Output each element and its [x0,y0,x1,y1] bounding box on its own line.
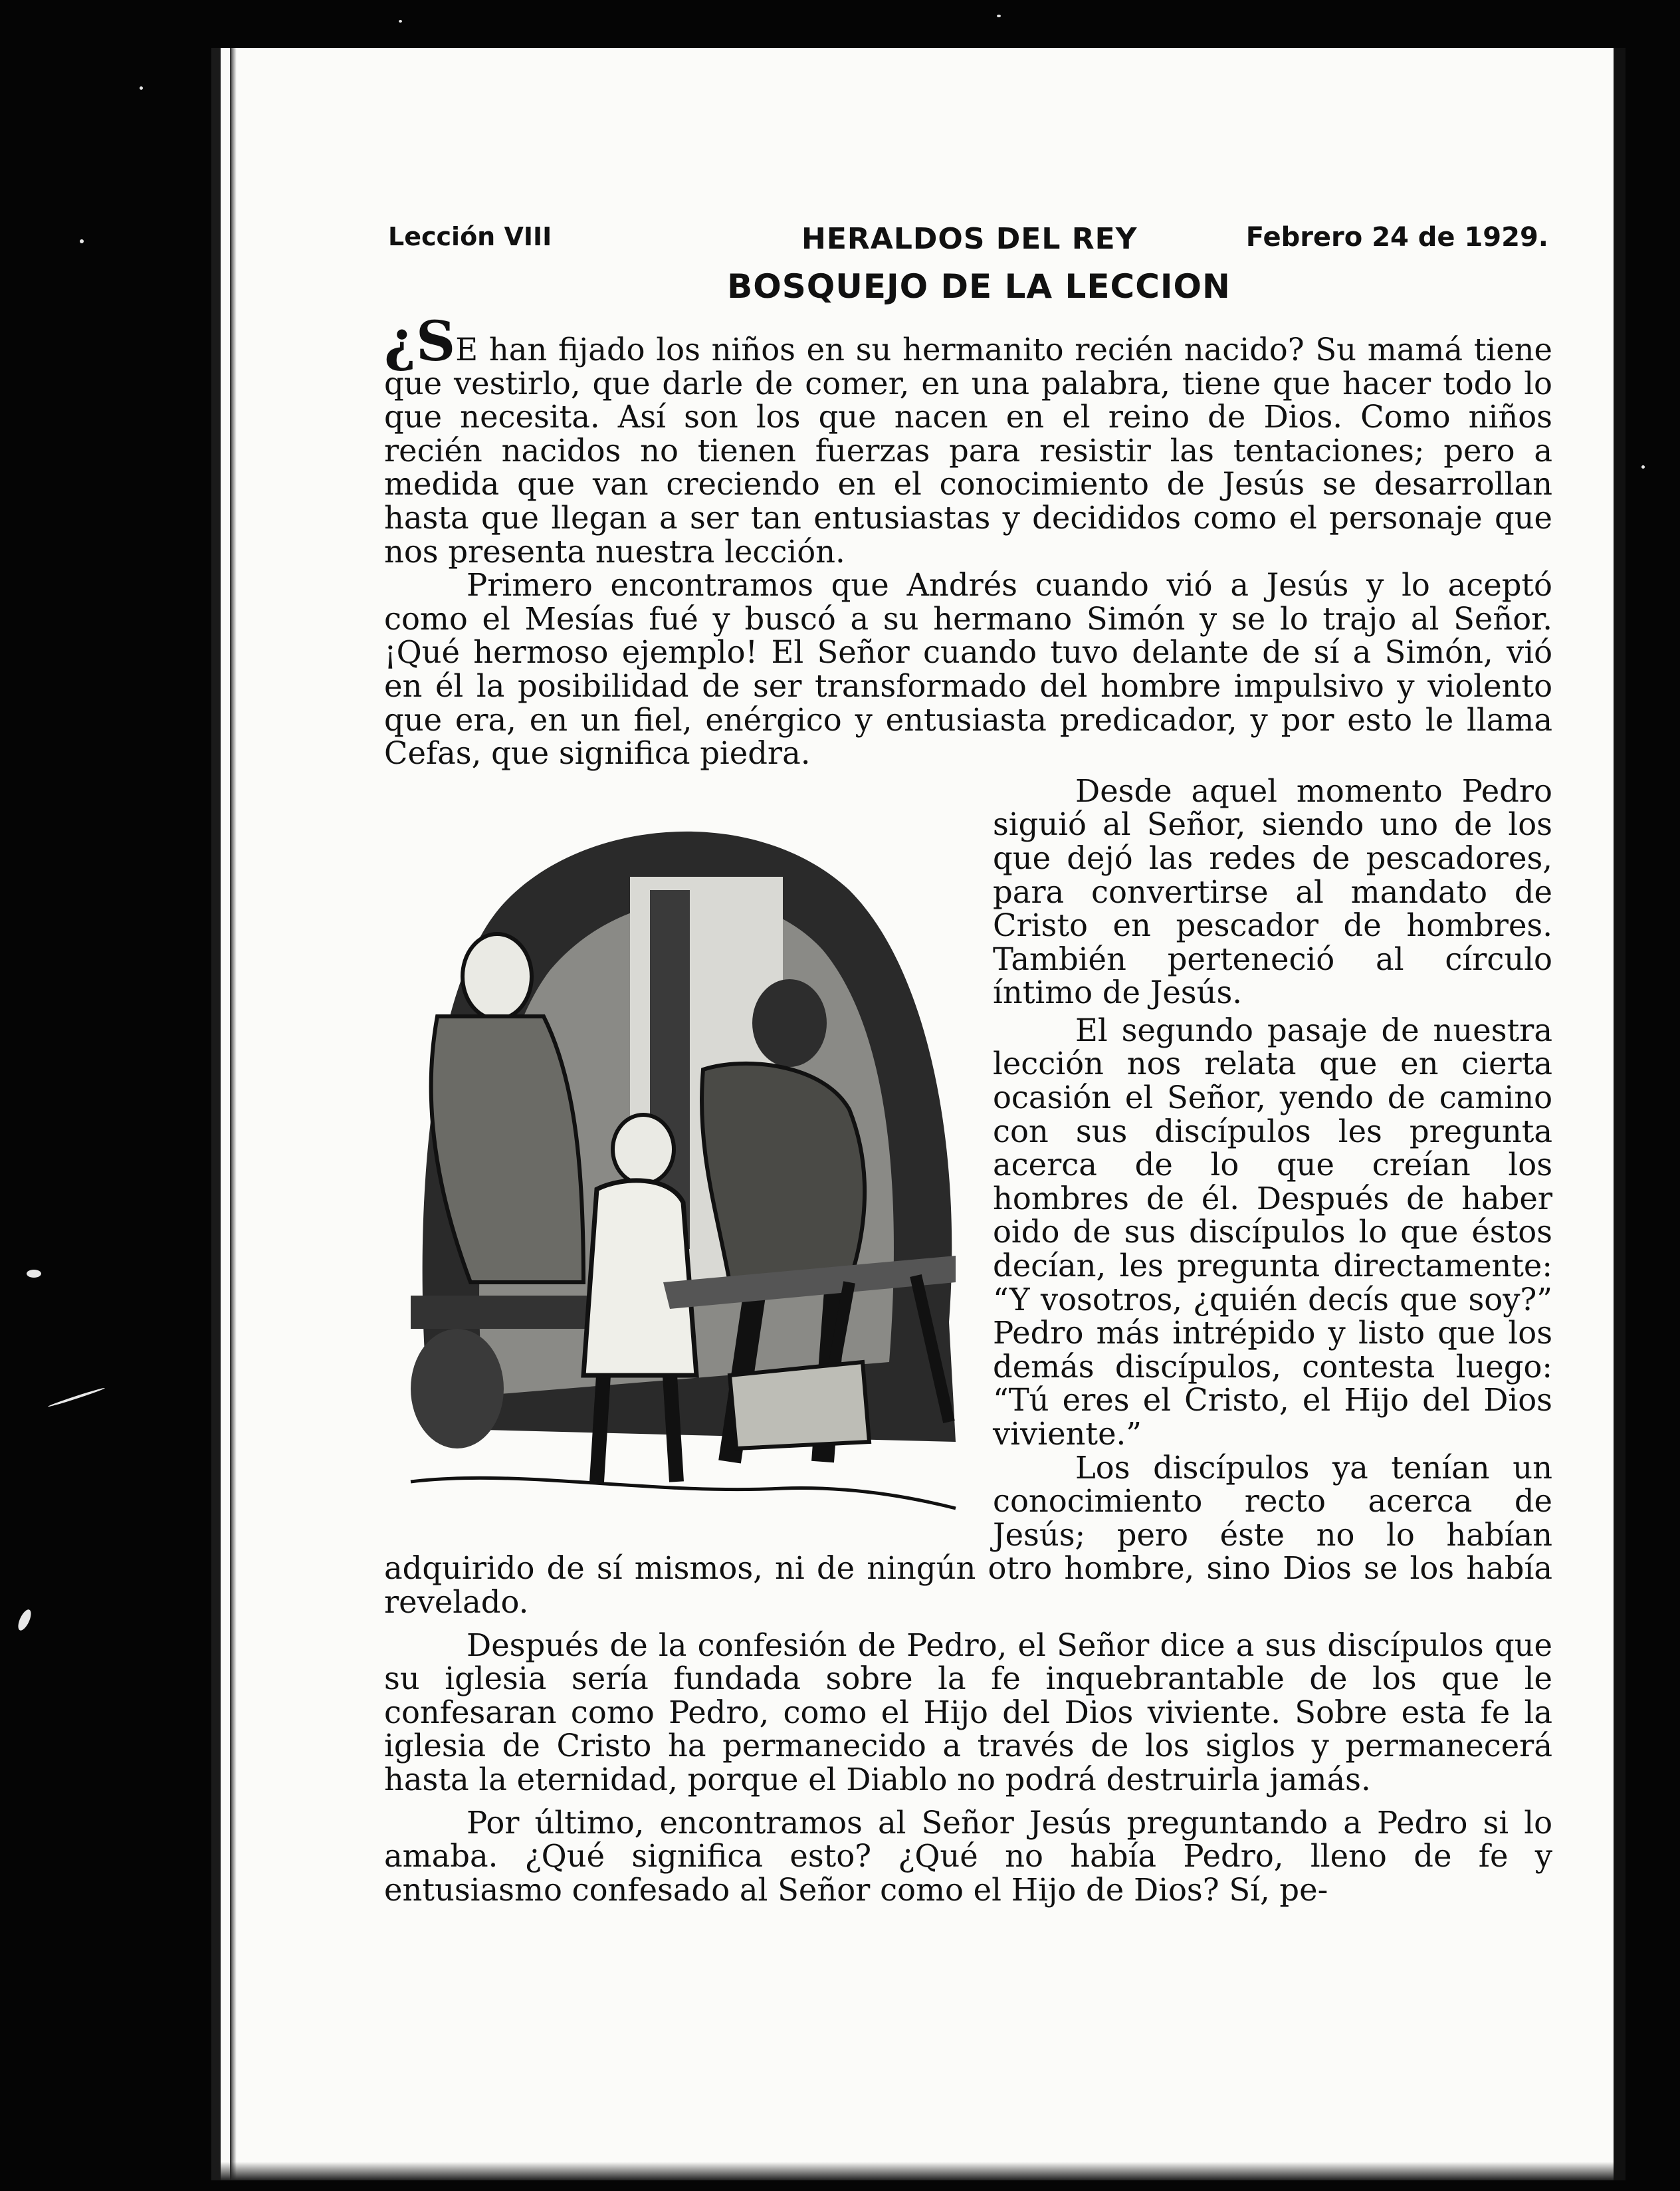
page-title: BOSQUEJO DE LA LECCION [727,267,1231,306]
publication-name: HERALDOS DEL REY [801,222,1138,256]
issue-date: Febrero 24 de 1929. [1245,222,1548,253]
article-body [384,310,1552,1908]
paragraph: ¿SE han fijado los niños en su hermanito recién nacido? Su mamá tiene que vestirlo, que darle de comer, en una palabra, tiene que hacer todo lo que necesita. Así son los que nacen en el reino de Dios. Como niños recién nacidos no tienen fuerzas para resistir las tentaciones; pero a medida que van creciendo en el conocimiento de Jesús se desarrollan hasta que llegan a ser tan entusiastas y decididos como el personaje que nos presenta nuestra lección. [384,310,1552,570]
paragraph: El segundo pasaje de nuestra lección nos relata que en cierta ocasión el Señor, yendo de camino con sus discípulos les pregunta acerca de lo que creían los hombres de él. Después de haber oido de sus discípulos lo que éstos decían, les pregunta directamente: “Y vosotros, ¿quién decís que soy?” Pedro más intrépido y listo que los demás discípulos, contesta luego: “Tú eres el Cristo, el Hijo del Dios viviente.” [993,1012,1552,1452]
paragraph: Primero encontramos que Andrés cuando vió a Jesús y lo aceptó como el Mesías fué y buscó a su hermano Simón y se lo trajo al Señor. ¡Qué hermoso ejemplo! El Señor cuando tuvo delante de sí a Simón, vió en él la posibilidad de ser transformado del hombre impulsivo y violento que era, en un fiel, enérgico y entusiasta predicador, y por esto le llama Cefas, que significa piedra. [384,567,1552,772]
paragraph: Por último, encontramos al Señor Jesús preguntando a Pedro si lo amaba. ¿Qué significa esto? ¿Qué no había Pedro, lleno de fe y entusiasmo confesado al Señor como el Hijo de Dios? Sí, pe- [384,1804,1552,1908]
drop-cap: ¿S [384,310,456,374]
engraving-carpenter-workshop-icon [384,777,974,1519]
lesson-number: Lección VIII [388,222,552,251]
paragraph: Los discípulos ya tenían un conocimiento recto acerca de Jesús; pero éste no lo habían adquirido de sí mismos, ni de ningún otro hombre, sino Dios se los había revelado. [384,1449,1552,1620]
paragraph: Después de la confesión de Pedro, el Señor dice a sus discípulos que su iglesia sería fundada sobre la fe inquebrantable de los que le confesaran como Pedro, como el Hijo del Dios viviente. Sobre esta fe la iglesia de Cristo ha permanecido a través de los siglos y permanecerá hasta la eternidad, porque el Diablo no podrá destruirla jamás. [384,1627,1552,1797]
scanned-page [211,48,1626,2180]
paragraph: Desde aquel momento Pedro siguió al Señor, siendo uno de los que dejó las redes de pescadores, para convertirse al mandato de Cristo en pescador de hombres. También perteneció al círculo íntimo de Jesús. [993,772,1552,1011]
